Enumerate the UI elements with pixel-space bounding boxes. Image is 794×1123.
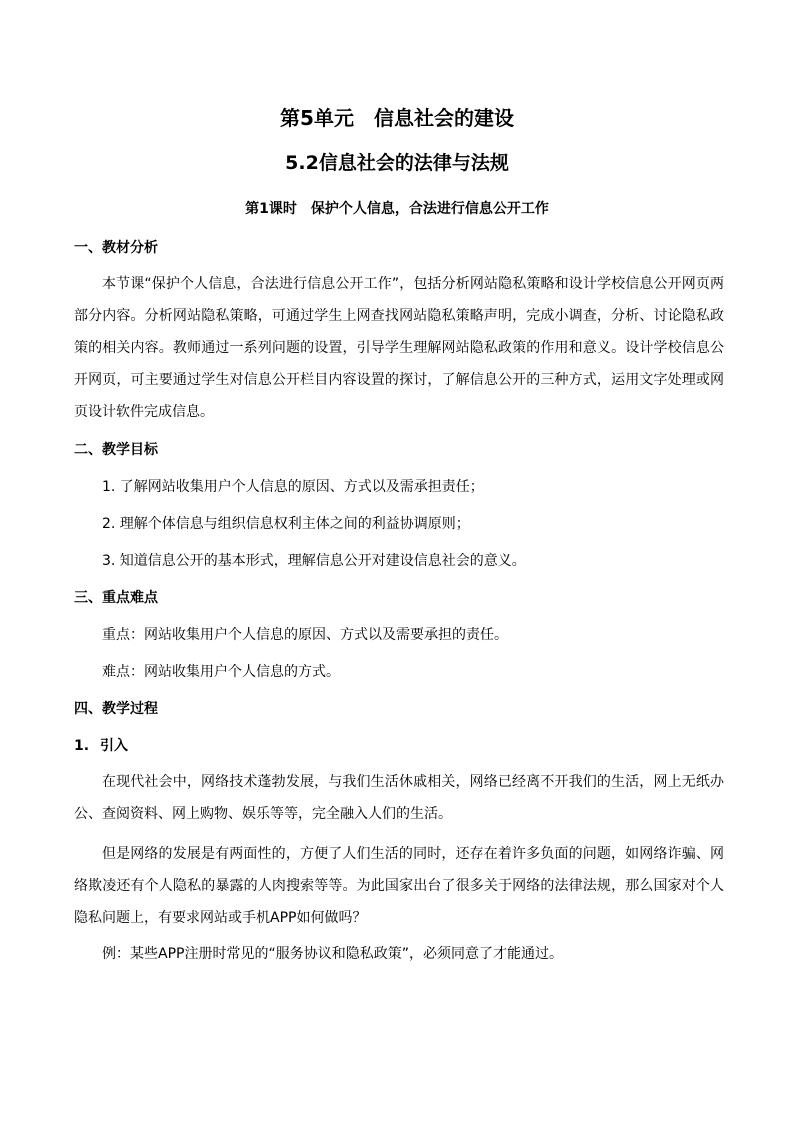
subheading-text: 引入 bbox=[100, 738, 128, 754]
goal-item-1: 1. 了解网站收集用户个人信息的原因、方式以及需承担责任； bbox=[102, 479, 484, 495]
heading-teaching-process: 四、教学过程 bbox=[74, 701, 158, 717]
unit-title: 第5单元 信息社会的建设 bbox=[280, 106, 514, 130]
difficulty-line: 难点：网站收集用户个人信息的方式。 bbox=[102, 664, 340, 680]
subheading-introduction bbox=[74, 735, 128, 757]
lesson-title: 第1课时 保护个人信息，合法进行信息公开工作 bbox=[245, 201, 549, 217]
heading-textbook-analysis: 一、教材分析 bbox=[74, 240, 158, 256]
paragraph-textbook-analysis: 本节课“保护个人信息，合法进行信息公开工作”，包括分析网站隐私策略和设计学校信息公开网页两部分内容。分析网站隐私策略，可通过学生上网查找网站隐私策略声明，完成小调查，分析、讨论隐私政策的相关内容。教师通过一系列问题的设置，引导学生理解网站隐私政策的作用和意义。设计学校信息公开网页，可主要通过学生对信息公开栏目内容设置的探讨，了解信息公开的三种方式，运用文字处理或网页设计软件完成信息。 bbox=[74, 276, 724, 420]
goal-item-3: 3. 知道信息公开的基本形式，理解信息公开对建设信息社会的意义。 bbox=[102, 553, 526, 569]
heading-teaching-goals: 二、教学目标 bbox=[74, 442, 158, 458]
paragraph-intro-2: 但是网络的发展是有两面性的，方便了人们生活的同时，还存在着许多负面的问题，如网络诈骗、网络欺凌还有个人隐私的暴露的人肉搜索等等。为此国家出台了很多关于网络的法律法规，那么国家对个人隐私问题上，有要求网站或手机APP如何做吗？ bbox=[74, 846, 724, 926]
key-point-line: 重点：网站收集用户个人信息的原因、方式以及需要承担的责任。 bbox=[102, 627, 508, 643]
paragraph-example: 例：某些APP注册时常见的“服务协议和隐私政策”，必须同意了才能通过。 bbox=[102, 946, 563, 962]
paragraph-intro-1: 在现代社会中，网络技术蓬勃发展，与我们生活休戚相关，网络已经离不开我们的生活，网上无纸办公、查阅资料、网上购物、娱乐等等，完全融入人们的生活。 bbox=[74, 774, 724, 822]
heading-key-difficulties: 三、重点难点 bbox=[74, 590, 158, 606]
goal-item-2: 2. 理解个体信息与组织信息权利主体之间的利益协调原则； bbox=[102, 516, 470, 532]
subheading-number: 1. bbox=[74, 738, 90, 754]
section-title: 5.2信息社会的法律与法规 bbox=[285, 152, 509, 174]
